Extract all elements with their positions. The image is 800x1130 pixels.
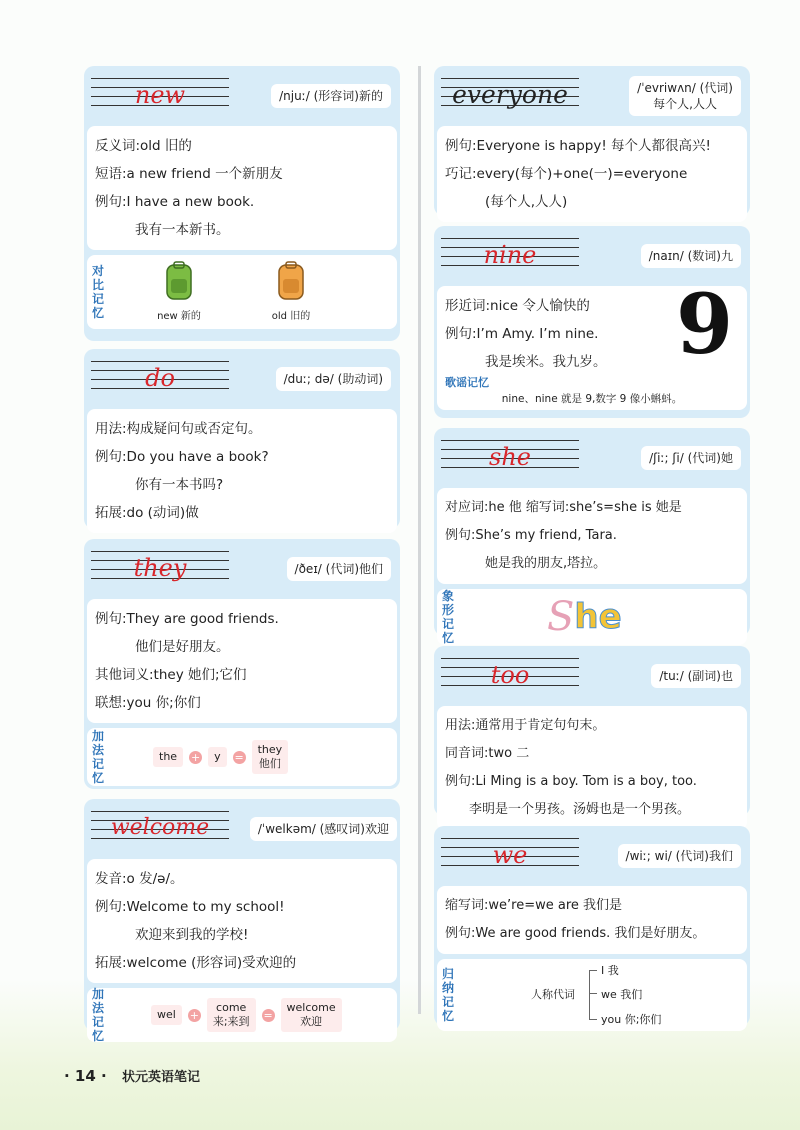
old-caption: old 旧的	[271, 311, 311, 322]
memory-box	[87, 728, 397, 786]
example-translation: 我有一本新书。	[135, 222, 230, 238]
homophone-line: 同音词:two 二	[445, 746, 530, 761]
card-we	[434, 826, 750, 1026]
right-column	[434, 66, 750, 1026]
example-line: 例句:Li Ming is a boy. Tom is a boy, too.	[445, 774, 697, 789]
tree-tick	[589, 970, 597, 971]
result-meaning: 他们	[258, 757, 281, 770]
memory-label: 归纳记忆	[441, 967, 454, 1023]
extension-line: 拓展:do (动词)做	[95, 505, 199, 521]
he-letters: he	[574, 597, 622, 637]
tip-line: 巧记:every(每个)+one(一)=everyone	[445, 166, 688, 182]
usage-line: 用法:通常用于肯定句句末。	[445, 718, 606, 733]
old-backpack	[261, 261, 321, 322]
column-divider	[418, 66, 421, 1014]
pronunciation: /ˈwelkəm/ (感叹词)欢迎	[250, 817, 397, 841]
headword: welcome	[110, 815, 210, 840]
pronunciation: /njuː/ (形容词)新的	[271, 84, 391, 108]
pronunciation: /naɪn/ (数词)九	[641, 244, 741, 268]
memory-label: 加法记忆	[91, 729, 104, 785]
headword: she	[489, 443, 531, 471]
example-line: 例句:She’s my friend, Tara.	[445, 528, 617, 543]
example-translation: 你有一本书吗?	[135, 477, 224, 493]
headword: everyone	[452, 80, 568, 109]
card-they	[84, 539, 400, 789]
result-welcome	[281, 998, 342, 1032]
tree-branch-you: you 你;你们	[601, 1013, 662, 1026]
memory-label: 加法记忆	[91, 987, 104, 1043]
tree-bracket	[589, 970, 590, 1020]
part-the: the	[153, 747, 183, 767]
pron-meaning: 每个人,人人	[653, 97, 717, 111]
usage-line: 用法:构成疑问句或否定句。	[95, 421, 262, 437]
example-translation: 李明是一个男孩。汤姆也是一个男孩。	[469, 802, 691, 817]
tree-root: 人称代词	[531, 988, 575, 1001]
equals-icon: =	[263, 1008, 273, 1022]
example-translation: 我是埃米。我九岁。	[485, 354, 607, 370]
example-translation: 欢迎来到我的学校!	[135, 927, 249, 943]
she-pictograph	[547, 594, 622, 640]
pronunciation: /wiː; wi/ (代词)我们	[618, 844, 741, 868]
pronunciation: /ʃiː; ʃi/ (代词)她	[641, 446, 741, 470]
card-body	[87, 599, 397, 723]
result-word: welcome	[286, 1001, 336, 1014]
pronunciation: /tuː/ (副词)也	[651, 664, 741, 688]
equals-icon: =	[234, 750, 244, 764]
pronoun-tree	[527, 962, 687, 1028]
example-line: 例句:Do you have a book?	[95, 449, 269, 465]
headword: nine	[483, 241, 537, 269]
headword: they	[133, 554, 187, 582]
example-line: 例句:We are good friends. 我们是好朋友。	[445, 926, 706, 941]
tree-tick	[589, 1019, 597, 1020]
headword: we	[492, 841, 528, 869]
part-come	[207, 998, 256, 1032]
contraction-line: 缩写词:we’re=we are 我们是	[445, 898, 623, 913]
card-body	[437, 488, 747, 584]
result-word: they	[257, 743, 283, 756]
new-backpack	[149, 261, 209, 322]
card-body	[87, 126, 397, 250]
phrase-line: 短语:a new friend 一个新朋友	[95, 166, 283, 182]
backpack-icon	[161, 261, 197, 303]
example-line: 例句:Everyone is happy! 每个人都很高兴!	[445, 138, 711, 154]
example-line: 例句:Welcome to my school!	[95, 899, 285, 915]
card-body	[437, 126, 747, 222]
card-nine	[434, 226, 750, 418]
card-too	[434, 646, 750, 816]
song-line: nine、nine 就是 9,数字 9 像小蝌蚪。	[501, 393, 683, 405]
card-body	[87, 859, 397, 983]
memory-box	[87, 988, 397, 1042]
extension-line: 拓展:welcome (形容词)受欢迎的	[95, 955, 297, 971]
pronunciation-note: 发音:o 发/ə/。	[95, 871, 184, 887]
headword: do	[145, 364, 175, 392]
result-meaning: 欢迎	[300, 1015, 323, 1028]
headword: new	[134, 81, 186, 109]
memory-box	[87, 255, 397, 329]
new-caption: new 新的	[157, 311, 201, 322]
pronunciation: /ðeɪ/ (代词)他们	[287, 557, 391, 581]
pronunciation	[629, 76, 741, 116]
example-line: 例句:I’m Amy. I’m nine.	[445, 326, 599, 342]
pronunciation: /duː; də/ (助动词)	[276, 367, 391, 391]
tip-translation: (每个人,人人)	[485, 194, 568, 210]
part-meaning: 来;来到	[212, 1015, 250, 1028]
memory-label: 对比记忆	[91, 264, 104, 320]
example-translation: 她是我的朋友,塔拉。	[485, 556, 607, 571]
other-meaning-line: 其他词义:they 她们;它们	[95, 667, 247, 683]
memory-label: 歌谣记忆	[445, 376, 489, 389]
counterpart-line: 对应词:he 他 缩写词:she’s=she is 她是	[445, 500, 682, 515]
card-welcome	[84, 799, 400, 1043]
pron-phonetic: /ˈevriwʌn/ (代词)	[637, 81, 733, 95]
example-translation: 他们是好朋友。	[135, 639, 230, 655]
example-line: 例句:They are good friends.	[95, 611, 279, 627]
plus-icon: +	[189, 1008, 199, 1022]
backpack-icon	[273, 261, 309, 303]
plus-icon: +	[190, 750, 201, 764]
part-wel: wel	[151, 1005, 182, 1025]
page-footer	[64, 1066, 200, 1085]
card-body	[437, 886, 747, 954]
tree-branch-i: I 我	[601, 964, 619, 977]
part-word: come	[216, 1001, 247, 1014]
tree-branch-we: we 我们	[601, 988, 643, 1001]
card-body	[87, 409, 397, 533]
card-she	[434, 428, 750, 645]
tadpole-nine-icon: 9	[675, 277, 733, 373]
page-number: · 14 ·	[64, 1067, 107, 1085]
result-they	[252, 740, 289, 774]
card-body	[437, 277, 747, 410]
tree-tick	[589, 993, 597, 994]
card-do	[84, 349, 400, 529]
card-body	[437, 706, 747, 830]
card-everyone	[434, 66, 750, 216]
memory-label: 象形记忆	[441, 589, 454, 645]
card-new	[84, 66, 400, 341]
woman-profile-icon: S	[547, 594, 575, 640]
left-column	[84, 66, 400, 1043]
book-title: 状元英语笔记	[121, 1070, 200, 1085]
part-y: y	[208, 747, 227, 767]
headword: too	[490, 661, 530, 689]
similar-word-line: 形近词:nice 令人愉快的	[445, 298, 590, 314]
antonym-line: 反义词:old 旧的	[95, 138, 192, 154]
memory-box	[437, 959, 747, 1031]
association-line: 联想:you 你;你们	[95, 695, 201, 711]
memory-box	[437, 589, 747, 645]
example-line: 例句:I have a new book.	[95, 194, 255, 210]
